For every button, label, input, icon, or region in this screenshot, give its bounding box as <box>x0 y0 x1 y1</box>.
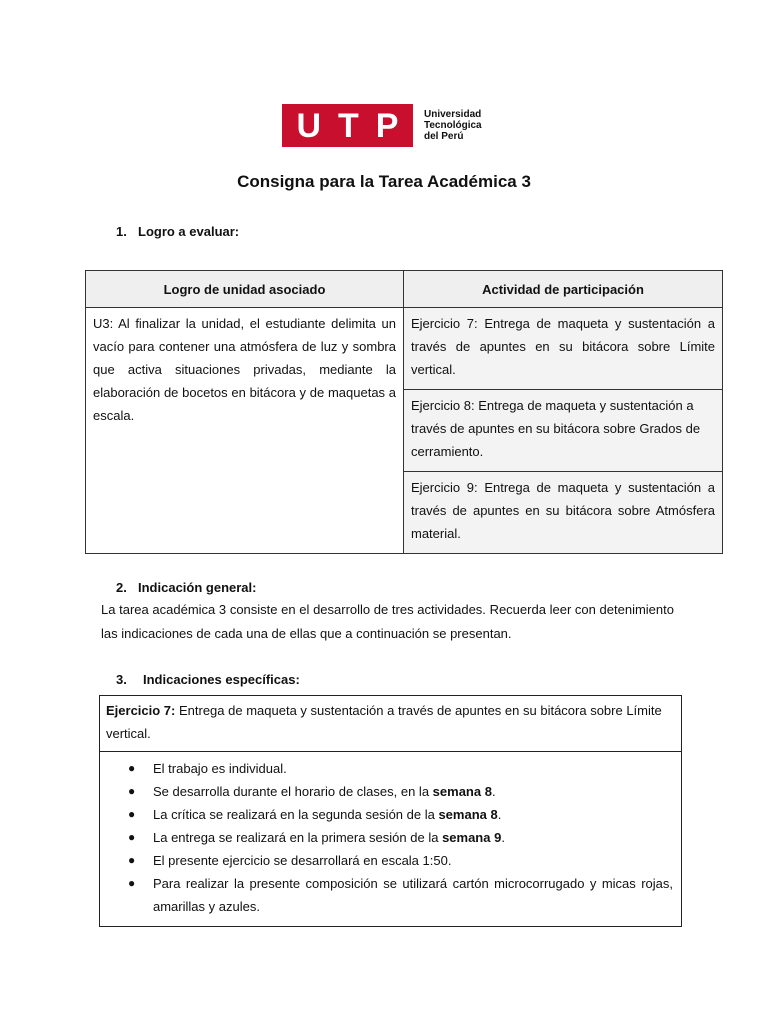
list-item <box>128 849 673 872</box>
list-item <box>128 803 673 826</box>
section-3-heading <box>116 672 300 687</box>
bullet-icon: ● <box>128 830 136 844</box>
ejercicio-7-instructions <box>100 752 681 926</box>
bullet-icon: ● <box>128 784 136 798</box>
logo-letter-u: U <box>296 106 322 145</box>
bullet-icon: ● <box>128 853 136 867</box>
item-tail: . <box>497 807 502 822</box>
ejercicio-label: Ejercicio 7: <box>106 703 176 718</box>
list-item <box>128 780 673 803</box>
section-number: 3. <box>116 672 127 687</box>
section-2-heading <box>116 580 256 595</box>
item-text: Se desarrolla durante el horario de clases, en la <box>153 784 433 799</box>
ejercicio-7-box <box>99 695 682 927</box>
logo-name-line: Tecnológica <box>424 120 482 131</box>
actividad-cell: Ejercicio 8: Entrega de maqueta y sustentación a través de apuntes en su bitácora sobre Grados de cerramiento. <box>404 390 723 472</box>
logo-letter-t: T <box>338 106 359 145</box>
section-number: 1. <box>116 224 127 239</box>
list-item <box>128 757 673 780</box>
section-1-heading <box>116 224 239 239</box>
instruction-list <box>128 757 673 918</box>
item-emphasis: semana 8 <box>438 807 498 822</box>
logro-cell: U3: Al finalizar la unidad, el estudiante delimita un vacío para contener una atmósfera de luz y sombra que activa situaciones privadas, mediante la elaboración de bocetos en bitácora y de maquetas a escala. <box>86 308 404 554</box>
bullet-icon: ● <box>128 876 136 890</box>
item-text: La crítica se realizará en la segunda sesión de la <box>153 807 439 822</box>
logo-letter-p: P <box>375 106 399 145</box>
page-title: Consigna para la Tarea Académica 3 <box>237 172 531 191</box>
ejercicio-7-header <box>100 696 681 752</box>
actividad-cell: Ejercicio 7: Entrega de maqueta y sustentación a través de apuntes en su bitácora sobre Límite vertical. <box>404 308 723 390</box>
logo-university-name <box>424 109 482 142</box>
section-title: Indicación general: <box>138 580 257 595</box>
logo-name-line: del Perú <box>424 131 464 142</box>
list-item <box>128 872 673 918</box>
section-title: Logro a evaluar: <box>138 224 240 239</box>
section-title: Indicaciones específicas: <box>143 672 300 687</box>
item-tail: . <box>501 830 505 845</box>
column-header-logro: Logro de unidad asociado <box>86 271 404 308</box>
logo-name-line: Universidad <box>424 109 482 120</box>
utp-logo <box>282 104 482 147</box>
actividad-cell: Ejercicio 9: Entrega de maqueta y sustentación a través de apuntes en su bitácora sobre Atmósfera material. <box>404 472 723 554</box>
item-text: Para realizar la presente composición se utilizará cartón microcorrugado y micas rojas, amarillas y azules. <box>153 876 673 914</box>
logro-table <box>85 270 723 554</box>
item-tail: . <box>491 784 496 799</box>
utp-logo-mark <box>282 104 413 147</box>
ejercicio-description: Entrega de maqueta y sustentación a través de apuntes en su bitácora sobre Límite vertical. <box>106 703 662 741</box>
table-row <box>86 308 723 390</box>
column-header-actividad: Actividad de participación <box>404 271 723 308</box>
list-item <box>128 826 673 849</box>
table-header-row <box>86 271 723 308</box>
bullet-icon: ● <box>128 807 136 821</box>
item-emphasis: semana 8 <box>432 784 492 799</box>
item-emphasis: semana 9 <box>442 830 502 845</box>
general-indication-text: La tarea académica 3 consiste en el desarrollo de tres actividades. Recuerda leer con detenimiento las indicaciones de cada una de ellas que a continuación se presentan. <box>101 602 674 641</box>
bullet-icon: ● <box>128 761 136 775</box>
item-text: La entrega se realizará en la primera sesión de la <box>153 830 443 845</box>
section-number: 2. <box>116 580 127 595</box>
item-text: El trabajo es individual. <box>153 761 287 776</box>
item-text: El presente ejercicio se desarrollará en escala 1:50. <box>153 853 452 868</box>
